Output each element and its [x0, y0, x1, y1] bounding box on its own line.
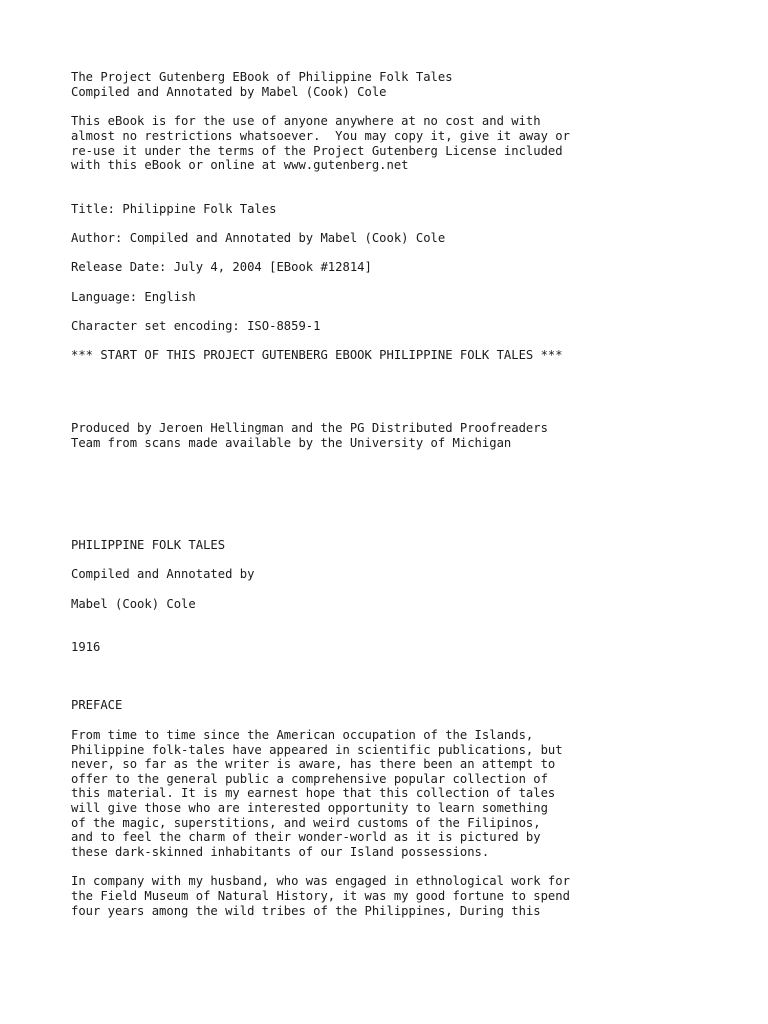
- book-author: Mabel (Cook) Cole: [71, 597, 196, 611]
- license-line: almost no restrictions whatsoever. You may copy it, give it away or: [71, 129, 570, 143]
- ebook-header-line: The Project Gutenberg EBook of Philippine Folk Tales: [71, 70, 453, 84]
- license-line: This eBook is for the use of anyone anywhere at no cost and with: [71, 114, 541, 128]
- preface-line: never, so far as the writer is aware, has there been an attempt to: [71, 757, 556, 771]
- publication-year: 1916: [71, 640, 101, 654]
- preface-line: Philippine folk-tales have appeared in scientific publications, but: [71, 743, 563, 757]
- preface-line: four years among the wild tribes of the Philippines, During this: [71, 904, 541, 918]
- preface-line: the Field Museum of Natural History, it was my good fortune to spend: [71, 889, 570, 903]
- metadata-release-date: Release Date: July 4, 2004 [EBook #12814]: [71, 260, 372, 274]
- compiled-by: Compiled and Annotated by: [71, 567, 255, 581]
- ebook-header-line: Compiled and Annotated by Mabel (Cook) Cole: [71, 85, 387, 99]
- metadata-language: Language: English: [71, 290, 196, 304]
- preface-line: of the magic, superstitions, and weird customs of the Filipinos,: [71, 816, 541, 830]
- metadata-title: Title: Philippine Folk Tales: [71, 202, 277, 216]
- book-title: PHILIPPINE FOLK TALES: [71, 538, 226, 552]
- license-line: re-use it under the terms of the Project Gutenberg License included: [71, 144, 563, 158]
- preface-line: From time to time since the American occupation of the Islands,: [71, 728, 534, 742]
- credits-line: Team from scans made available by the University of Michigan: [71, 436, 512, 450]
- preface-line: will give those who are interested opportunity to learn something: [71, 801, 548, 815]
- preface-line: and to feel the charm of their wonder-world as it is pictured by: [71, 830, 541, 844]
- preface-line: this material. It is my earnest hope that this collection of tales: [71, 786, 556, 800]
- preface-line: offer to the general public a comprehensive popular collection of: [71, 772, 548, 786]
- license-line: with this eBook or online at www.gutenberg.net: [71, 158, 409, 172]
- preface-line: In company with my husband, who was engaged in ethnological work for: [71, 874, 570, 888]
- preface-line: these dark-skinned inhabitants of our Island possessions.: [71, 845, 490, 859]
- metadata-encoding: Character set encoding: ISO-8859-1: [71, 319, 321, 333]
- preface-heading: PREFACE: [71, 698, 123, 712]
- metadata-author: Author: Compiled and Annotated by Mabel (Cook) Cole: [71, 231, 446, 245]
- credits-line: Produced by Jeroen Hellingman and the PG Distributed Proofreaders: [71, 421, 548, 435]
- start-marker: *** START OF THIS PROJECT GUTENBERG EBOOK PHILIPPINE FOLK TALES ***: [71, 348, 563, 362]
